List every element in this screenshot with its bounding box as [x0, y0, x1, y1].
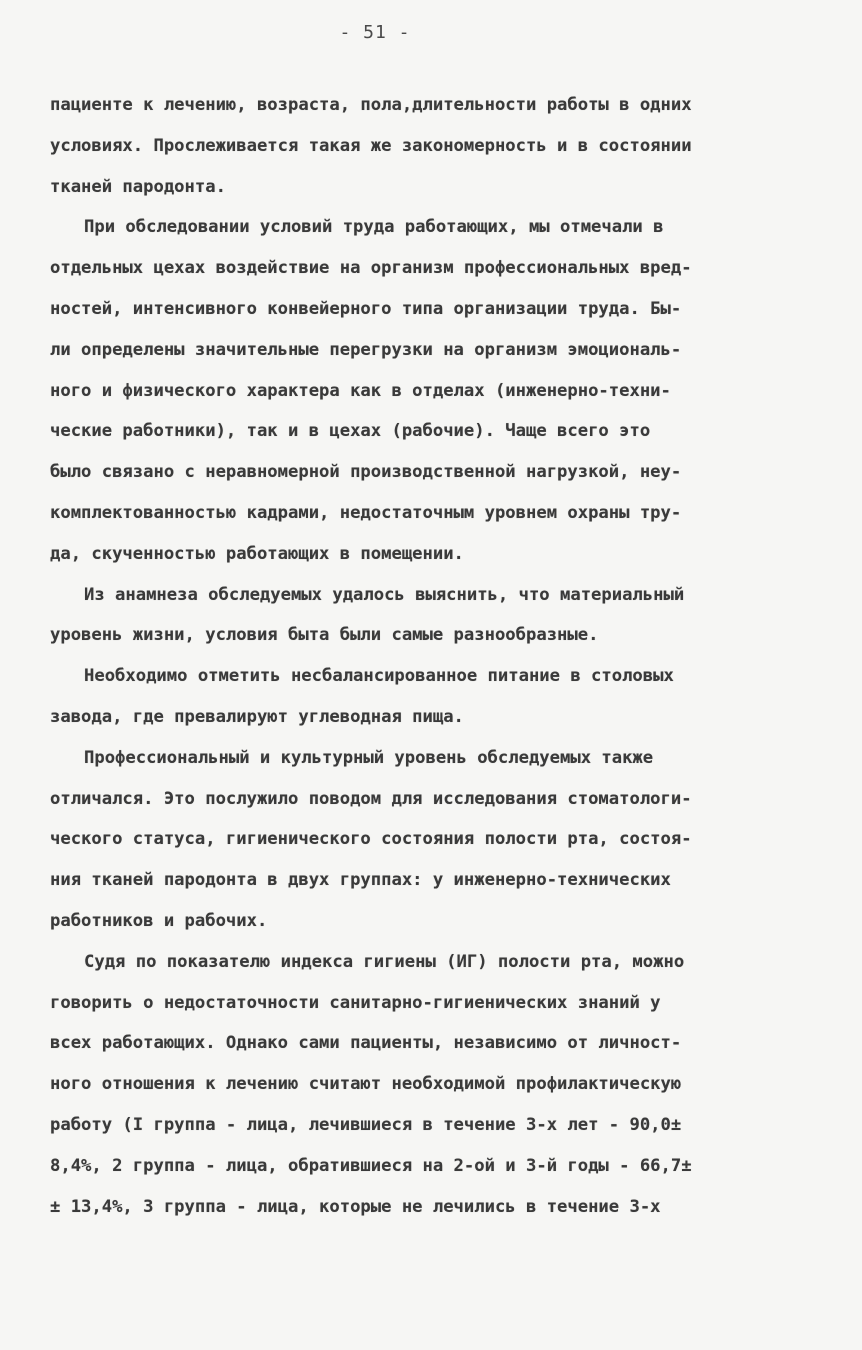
text-line: пациенте к лечению, возраста, пола,длительности работы в одних — [50, 95, 692, 115]
paragraph-6 — [50, 942, 815, 1228]
paragraph-4 — [50, 656, 815, 738]
text-line: ния тканей пародонта в двух группах: у инженерно-технических — [50, 870, 671, 891]
text-line: Профессиональный и культурный уровень обследуемых также — [84, 747, 654, 768]
text-line: При обследовании условий труда работающих, мы отмечали в — [84, 217, 664, 238]
text-line: комплектованностью кадрами, недостаточным уровнем охраны тру- — [50, 502, 682, 523]
text-line: да, скученностью работающих в помещении. — [50, 543, 464, 564]
text-line: работников и рабочих. — [50, 910, 268, 931]
paragraph-5 — [50, 738, 815, 942]
text-line: Необходимо отметить несбалансированное питание в столовых — [84, 666, 674, 687]
text-line: ческие работники), так и в цехах (рабочие). Чаще всего это — [50, 421, 651, 442]
text-line: тканей пародонта. — [50, 176, 226, 197]
text-line: ± 13,4%, 3 группа - лица, которые не лечились в течение 3-х — [50, 1196, 661, 1217]
text-line: было связано с неравномерной производственной нагрузкой, неу- — [50, 462, 682, 483]
paragraph-3 — [50, 575, 815, 657]
paragraph-1 — [50, 85, 815, 207]
body-text — [50, 85, 815, 1227]
text-line: работу (I группа - лица, лечившиеся в течение 3-х лет - 90,0± — [50, 1114, 682, 1135]
page-number: - 51 - — [339, 22, 411, 43]
text-line: отличался. Это послужило поводом для исследования стоматологи- — [50, 788, 692, 809]
text-line: ного и физического характера как в отделах (инженерно-техни- — [50, 380, 671, 401]
text-line: ческого статуса, гигиенического состояния полости рта, состоя- — [50, 829, 692, 850]
text-line: ностей, интенсивного конвейерного типа организации труда. Бы- — [50, 298, 682, 319]
text-line: условиях. Прослеживается такая же закономерность и в состоянии — [50, 135, 692, 156]
text-line: отдельных цехах воздействие на организм профессиональных вред- — [50, 258, 692, 279]
text-line: всех работающих. Однако сами пациенты, независимо от личност- — [50, 1033, 682, 1054]
text-line: завода, где превалируют углеводная пища. — [50, 706, 464, 727]
text-line: Судя по показателю индекса гигиены (ИГ) полости рта, можно — [84, 951, 685, 972]
text-line: ли определены значительные перегрузки на организм эмоциональ- — [50, 339, 682, 360]
text-line: Из анамнеза обследуемых удалось выяснить, что материальный — [84, 584, 685, 605]
text-line: уровень жизни, условия быта были самые разнообразные. — [50, 625, 599, 646]
text-line: говорить о недостаточности санитарно-гигиенических знаний у — [50, 992, 661, 1013]
text-line: ного отношения к лечению считают необходимой профилактическую — [50, 1074, 682, 1095]
text-line: 8,4%, 2 группа - лица, обратившиеся на 2-ой и 3-й годы - 66,7± — [50, 1155, 692, 1176]
paragraph-2 — [50, 207, 815, 574]
